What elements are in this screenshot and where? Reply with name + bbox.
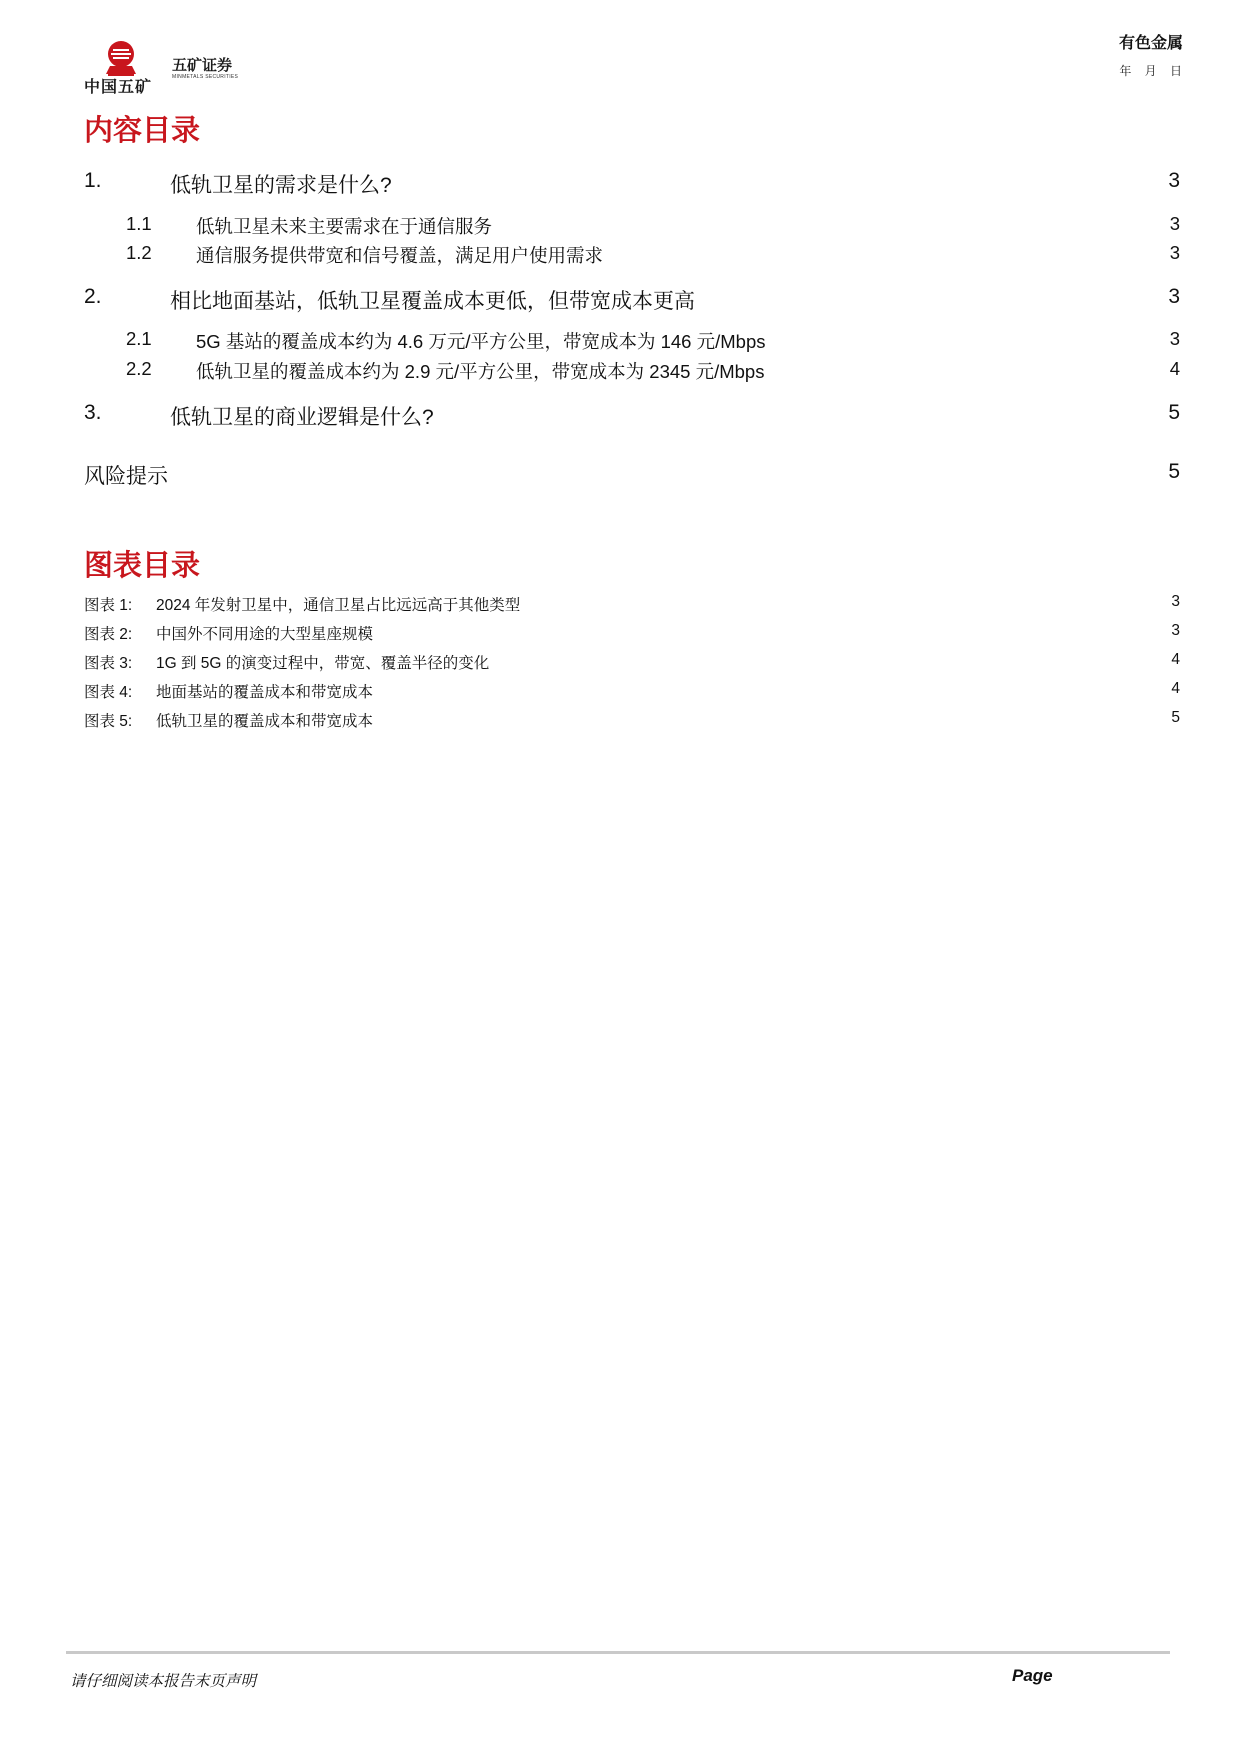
figure-entry-label: 图表 2: — [84, 626, 133, 643]
toc-entry-text: 5G 基站的覆盖成本约为 4.6 万元/平方公里，带宽成本为 146 元/Mbps — [196, 331, 766, 352]
figure-entry[interactable] — [84, 593, 1180, 617]
figure-entry-page: 4 — [1171, 680, 1180, 697]
footer-page-label: Page — [1012, 1666, 1053, 1685]
toc-entry-number: 2.1 — [126, 328, 152, 349]
toc-entry-text: 低轨卫星的需求是什么? — [170, 174, 392, 197]
figure-entry-text: 地面基站的覆盖成本和带宽成本 — [156, 684, 374, 701]
figure-entry-label: 图表 5: — [84, 713, 133, 730]
toc-entry-page: 3 — [1169, 213, 1180, 234]
figure-entry-label: 图表 1: — [84, 597, 133, 614]
securities-name-cn: 五矿证券 — [172, 57, 233, 74]
toc-entry[interactable] — [84, 401, 1180, 433]
figure-entry[interactable] — [84, 680, 1180, 704]
toc-entry-page: 3 — [1168, 285, 1180, 308]
figure-entry-page: 4 — [1171, 651, 1180, 668]
footer-divider — [66, 1651, 1170, 1654]
footer-disclaimer: 请仔细阅读本报告末页声明 — [70, 1673, 257, 1690]
toc-entry[interactable] — [84, 285, 1180, 317]
company-name-cn: 中国五矿 — [84, 79, 153, 96]
figure-entry-text: 2024 年发射卫星中，通信卫星占比远远高于其他类型 — [156, 597, 521, 614]
toc-entry-number: 3. — [84, 401, 102, 424]
toc-entry-page: 5 — [1168, 401, 1180, 424]
toc-entry-text: 低轨卫星的覆盖成本约为 2.9 元/平方公里，带宽成本为 2345 元/Mbps — [196, 361, 765, 382]
figure-list-title: 图表目录 — [84, 550, 201, 582]
toc-entry-text: 相比地面基站，低轨卫星覆盖成本更低，但带宽成本更高 — [170, 290, 695, 313]
figure-entry-page: 3 — [1171, 593, 1180, 610]
figure-entry-text: 低轨卫星的覆盖成本和带宽成本 — [156, 713, 374, 730]
toc-entry-number: 1.2 — [126, 242, 152, 263]
toc-entry-page: 3 — [1169, 328, 1180, 349]
toc-entry[interactable] — [84, 358, 1180, 390]
figure-entry-page: 3 — [1171, 622, 1180, 639]
toc-title: 内容目录 — [84, 115, 201, 147]
figure-entry[interactable] — [84, 622, 1180, 646]
toc-entry-text: 通信服务提供带宽和信号覆盖，满足用户使用需求 — [196, 245, 604, 266]
company-logo — [84, 40, 254, 98]
toc-entry-text: 低轨卫星未来主要需求在于通信服务 — [196, 216, 493, 237]
toc-entry[interactable] — [84, 242, 1180, 274]
figure-entry-page: 5 — [1171, 709, 1180, 726]
toc-entry-number: 1.1 — [126, 213, 152, 234]
toc-entry-page: 3 — [1168, 169, 1180, 192]
toc-entry-number: 2. — [84, 285, 102, 308]
toc-entry-page: 5 — [1168, 460, 1180, 483]
figure-entry-label: 图表 3: — [84, 655, 133, 672]
toc-entry[interactable] — [84, 169, 1180, 201]
figure-entry[interactable] — [84, 709, 1180, 733]
toc-entry[interactable] — [84, 213, 1180, 245]
figure-entry-text: 1G 到 5G 的演变过程中，带宽、覆盖半径的变化 — [156, 655, 490, 672]
toc-entry-text: 低轨卫星的商业逻辑是什么? — [170, 406, 434, 429]
securities-name-en: MINMETALS SECURITIES — [172, 74, 239, 80]
toc-entry-page: 4 — [1169, 358, 1180, 379]
figure-entry-text: 中国外不同用途的大型星座规模 — [156, 626, 374, 643]
toc-entry[interactable] — [84, 460, 1180, 492]
toc-entry-text: 风险提示 — [84, 465, 168, 488]
toc-entry[interactable] — [84, 328, 1180, 360]
toc-entry-number: 1. — [84, 169, 102, 192]
figure-entry-label: 图表 4: — [84, 684, 133, 701]
industry-label: 有色金属 — [1118, 35, 1183, 52]
toc-entry-page: 3 — [1169, 242, 1180, 263]
toc-entry-number: 2.2 — [126, 358, 152, 379]
figure-entry[interactable] — [84, 651, 1180, 675]
report-date: 年 月 日 — [1119, 64, 1183, 78]
